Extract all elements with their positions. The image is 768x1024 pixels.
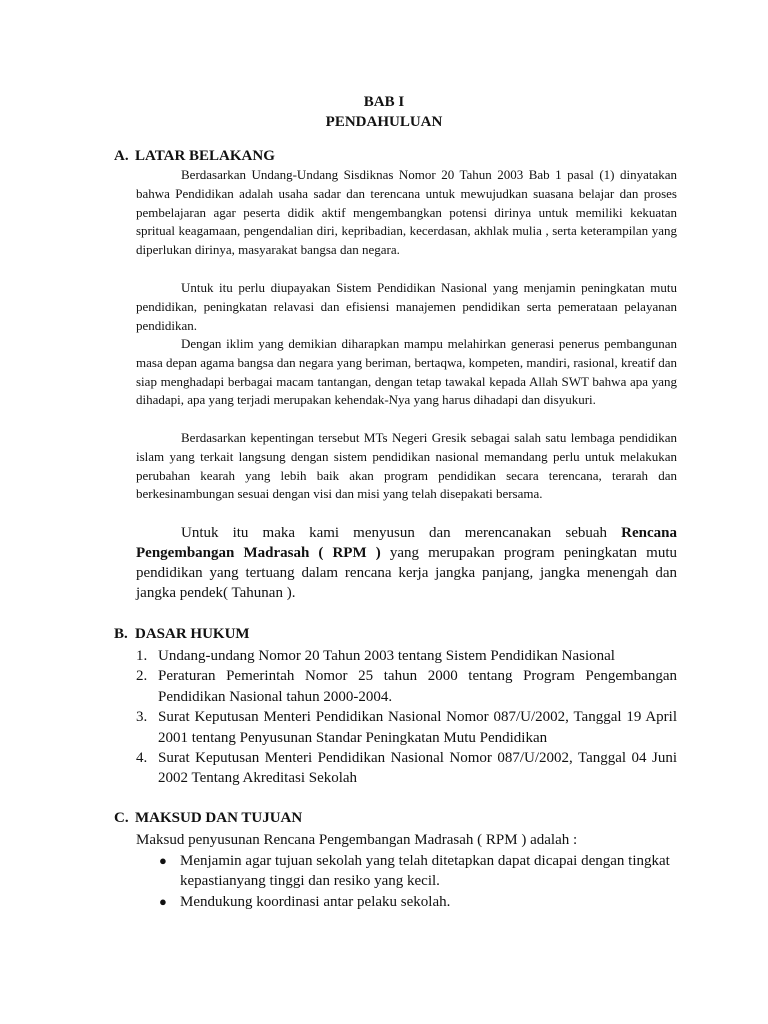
paragraph-a3: Dengan iklim yang demikian diharapkan mampu melahirkan generasi penerus pembangunan masa depan agama bangsa dan negara yang beriman, bertaqwa, kompeten, mandiri, rasional, kreatif dan siap menghadapi berbagai macam tantangan, dengan tetap tawakal kepada Allah SWT bahwa apa yang dihadapi, apa yang terjadi merupakan kehendak-Nya yang harus dihadapi dan disyukuri. bbox=[136, 336, 677, 408]
list-item bbox=[136, 748, 677, 789]
paragraph-a5-post: yang merupakan program peningkatan mutu pendidikan yang tertuang dalam rencana kerja jangka panjang, jangka menengah dan jangka pendek( Tahunan ). bbox=[136, 545, 677, 601]
list-item bbox=[158, 851, 677, 892]
section-a-letter: A. bbox=[114, 148, 129, 164]
section-a-title: LATAR BELAKANG bbox=[135, 148, 275, 164]
list-item-number: 2. bbox=[136, 668, 148, 685]
section-b-heading bbox=[114, 626, 250, 643]
list-item-number: 1. bbox=[136, 648, 148, 664]
paragraph-a5-bold: Rencana Pengembangan Madrasah ( RPM ) bbox=[136, 525, 677, 561]
legal-basis-list bbox=[136, 646, 677, 789]
section-a-heading bbox=[114, 148, 275, 165]
paragraph-a2: Untuk itu perlu diupayakan Sistem Pendidikan Nasional yang menjamin peningkatan mutu pendidikan, peningkatan relavasi dan efisiensi manajemen pendidikan serta pemerataan pelayanan pendidikan. bbox=[136, 280, 677, 333]
list-item-text: Mendukung koordinasi antar pelaku sekolah. bbox=[180, 893, 451, 910]
list-item bbox=[136, 646, 677, 666]
paragraph-a4: Berdasarkan kepentingan tersebut MTs Negeri Gresik sebagai salah satu lembaga pendidikan islam yang terkait langsung dengan sistem pendidikan nasional memandang perlu untuk melakukan perubahan kearah yang lebih baik akan program pendidikan secara terencana, terarah dan berkesinambungan sesuai dengan visi dan misi yang telah disepakati bersama. bbox=[136, 430, 677, 502]
list-item bbox=[136, 707, 677, 748]
list-item bbox=[158, 892, 677, 912]
bullet-icon: ● bbox=[159, 853, 167, 868]
chapter-number: BAB I bbox=[363, 94, 405, 110]
list-item-number: 3. bbox=[136, 709, 148, 726]
list-item-text: Menjamin agar tujuan sekolah yang telah ditetapkan dapat dicapai dengan tingkat kepastianyang tinggi dan resiko yang kecil. bbox=[180, 853, 670, 890]
list-item-number: 4. bbox=[136, 750, 148, 767]
objectives-list bbox=[158, 851, 677, 912]
paragraph-a5-pre: Untuk itu maka kami menyusun dan merencanakan sebuah bbox=[181, 525, 622, 541]
list-item-text: Surat Keputusan Menteri Pendidikan Nasional Nomor 087/U/2002, Tanggal 04 Juni 2002 Tentang Akreditasi Sekolah bbox=[158, 750, 677, 787]
section-c-letter: C. bbox=[114, 810, 129, 826]
section-b-letter: B. bbox=[114, 626, 128, 642]
list-item-text: Peraturan Pemerintah Nomor 25 tahun 2000 tentang Program Pengembangan Pendidikan Nasional tahun 2000-2004. bbox=[158, 668, 677, 705]
list-item-text: Surat Keputusan Menteri Pendidikan Nasional Nomor 087/U/2002, Tanggal 19 April 2001 tentang Penyusunan Standar Peningkatan Mutu Pendidikan bbox=[158, 709, 677, 746]
bullet-icon: ● bbox=[159, 893, 167, 909]
paragraph-a5 bbox=[136, 523, 677, 603]
section-c-intro: Maksud penyusunan Rencana Pengembangan Madrasah ( RPM ) adalah : bbox=[136, 832, 578, 848]
list-item bbox=[136, 666, 677, 707]
section-b-title: DASAR HUKUM bbox=[135, 626, 250, 642]
list-item-text: Undang-undang Nomor 20 Tahun 2003 tentang Sistem Pendidikan Nasional bbox=[158, 648, 615, 664]
paragraph-a1: Berdasarkan Undang-Undang Sisdiknas Nomor 20 Tahun 2003 Bab 1 pasal (1) dinyatakan bahwa Pendidikan adalah usaha sadar dan terencana untuk mewujudkan suasana belajar dan proses pembelajaran agar peserta didik aktif mengembangkan potensi dirinya untuk memiliki kekuatan spritual keagamaan, pengendalian diri, kepribadian, kecerdasan, akhlak mulia , serta keterampilan yang diperlukan dirinya, masyarakat bangsa dan negara. bbox=[136, 167, 677, 258]
section-c-heading bbox=[114, 810, 302, 827]
chapter-title: PENDAHULUAN bbox=[325, 114, 443, 130]
section-c-title: MAKSUD DAN TUJUAN bbox=[135, 810, 303, 826]
